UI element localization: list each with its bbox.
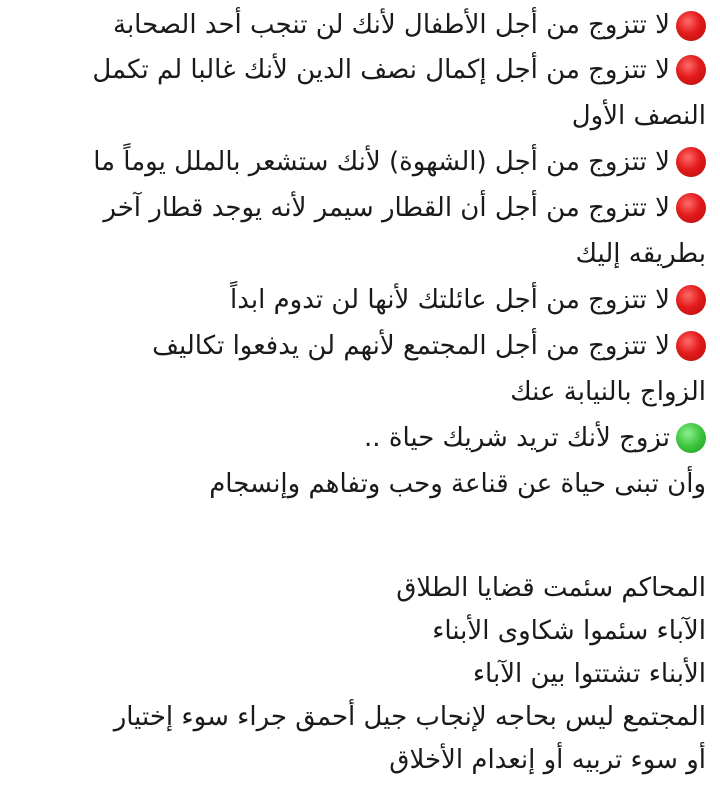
red-circle-icon [676, 285, 706, 315]
line-text: أو سوء تربيه أو إنعدام الأخلاق [389, 745, 706, 775]
line-text: المجتمع ليس بحاجه لإنجاب جيل أحمق جراء سوء إختيار [113, 702, 706, 732]
text-line [24, 369, 706, 415]
red-circle-icon [676, 193, 706, 223]
text-line [24, 739, 706, 782]
red-circle-icon [676, 331, 706, 361]
line-text: الآباء سئموا شكاوى الأبناء [432, 616, 706, 646]
line-text: لا تتزوج من أجل المجتمع لأنهم لن يدفعوا تكاليف [152, 331, 670, 361]
text-line [24, 567, 706, 610]
line-text: بطريقه إليك [575, 239, 706, 269]
line-text: الزواج بالنيابة عنك [510, 377, 706, 407]
line-text: لا تتزوج من أجل عائلتك لأنها لن تدوم ابداً [229, 285, 670, 315]
red-circle-icon [676, 147, 706, 177]
text-line [24, 461, 706, 507]
line-text: لا تتزوج من أجل أن القطار سيمر لأنه يوجد قطار آخر [103, 193, 670, 223]
paragraph-gap [24, 507, 706, 567]
line-text: الأبناء تشتتوا بين الآباء [472, 659, 706, 689]
line-text: لا تتزوج من أجل الأطفال لأنك لن تنجب أحد الصحابة [113, 10, 670, 40]
text-line [24, 610, 706, 653]
text-line [24, 231, 706, 277]
text-line [24, 185, 706, 231]
line-text: لا تتزوج من أجل إكمال نصف الدين لأنك غالبا لم تكمل [92, 55, 670, 85]
text-line [24, 323, 706, 369]
red-circle-icon [676, 11, 706, 41]
line-text: المحاكم سئمت قضايا الطلاق [396, 573, 706, 603]
text-line [24, 696, 706, 739]
line-text: وأن تبنى حياة عن قناعة وحب وتفاهم وإنسجام [209, 469, 706, 499]
text-line [24, 47, 706, 93]
red-circle-icon [676, 55, 706, 85]
line-text: لا تتزوج من أجل (الشهوة) لأنك ستشعر بالملل يوماً ما [93, 147, 670, 177]
text-line [24, 93, 706, 139]
line-text: تزوج لأنك تريد شريك حياة .. [364, 423, 670, 453]
line-text: النصف الأول [571, 101, 706, 131]
green-circle-icon [676, 423, 706, 453]
text-line [24, 653, 706, 696]
text-line [24, 415, 706, 461]
text-line [24, 139, 706, 185]
text-line [24, 277, 706, 323]
text-line [24, 4, 706, 47]
